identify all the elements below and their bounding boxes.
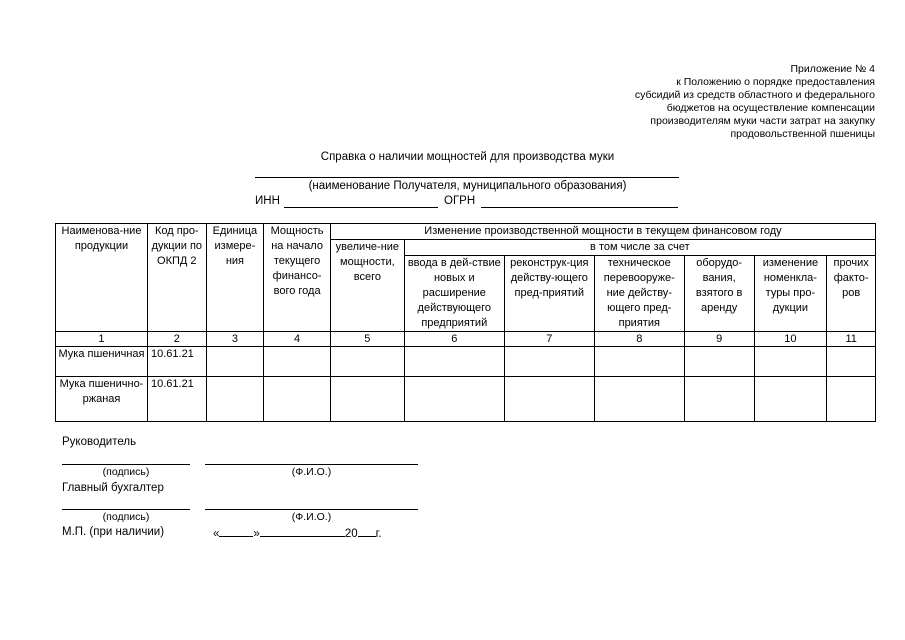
column-number: 10 xyxy=(754,332,827,347)
date-year-prefix: 20 xyxy=(344,528,358,540)
date-year-suffix: г. xyxy=(375,528,382,540)
column-number-row xyxy=(56,332,876,347)
row-reequipment-cell[interactable] xyxy=(594,377,684,422)
appendix-line: к Положению о порядке предоставления xyxy=(676,76,875,88)
header-nomenclature-change: изменение номенкла-туры про-дукции xyxy=(754,256,827,332)
row-increase-total-cell[interactable] xyxy=(330,377,404,422)
stamp-label: М.П. (при наличии) xyxy=(62,526,165,538)
row-product-name: Мука пшеничная xyxy=(56,347,148,377)
row-unit-cell[interactable] xyxy=(206,347,264,377)
row-nomenclature-change-cell[interactable] xyxy=(754,377,827,422)
recipient-name-line xyxy=(255,177,679,178)
header-row xyxy=(56,224,876,240)
date-open-quote: « xyxy=(213,528,220,540)
row-nomenclature-change-cell[interactable] xyxy=(754,347,827,377)
column-number: 3 xyxy=(206,332,264,347)
row-reconstruction-cell[interactable] xyxy=(504,377,594,422)
row-product-name: Мука пшенично-ржаная xyxy=(56,377,148,422)
capacity-table xyxy=(55,223,876,422)
date-year-blank[interactable] xyxy=(358,525,376,537)
header-reequipment: техническое перевооруже-ние действу-ющего пред-приятия xyxy=(594,256,684,332)
header-equipment-lease: оборудо-вания, взятого в аренду xyxy=(684,256,754,332)
row-equipment-lease-cell[interactable] xyxy=(684,377,754,422)
header-new-enterprises: ввода в дей-ствие новых и расширение действующего предприятий xyxy=(404,256,504,332)
column-number: 6 xyxy=(404,332,504,347)
row-okpd-code: 10.61.21 xyxy=(147,377,206,422)
column-number: 9 xyxy=(684,332,754,347)
head-label: Руководитель xyxy=(62,436,137,448)
appendix-line: бюджетов на осуществление компенсации xyxy=(666,102,875,114)
head-signature-line xyxy=(62,464,190,465)
header-change-group: Изменение производственной мощности в текущем финансовом году xyxy=(330,224,875,240)
appendix-line: субсидий из средств областного и федерального xyxy=(634,89,875,101)
header-okpd: Код про-дукции по ОКПД 2 xyxy=(147,224,206,332)
document-title: Справка о наличии мощностей для производства муки xyxy=(320,151,615,163)
header-increase-total: увеличе-ние мощности, всего xyxy=(330,240,404,332)
column-number: 8 xyxy=(594,332,684,347)
date-day-blank[interactable] xyxy=(219,525,253,537)
head-fio-caption: (Ф.И.О.) xyxy=(291,466,332,478)
row-new-enterprises-cell[interactable] xyxy=(404,347,504,377)
ogrn-label: ОГРН xyxy=(444,195,476,207)
inn-blank-line xyxy=(284,207,438,208)
accountant-fio-line xyxy=(205,509,418,510)
row-increase-total-cell[interactable] xyxy=(330,347,404,377)
column-number: 2 xyxy=(147,332,206,347)
row-capacity-start-cell[interactable] xyxy=(264,347,331,377)
row-equipment-lease-cell[interactable] xyxy=(684,347,754,377)
header-other-factors: прочих факто-ров xyxy=(827,256,876,332)
ogrn-blank-line xyxy=(481,207,678,208)
accountant-fio-caption: (Ф.И.О.) xyxy=(291,511,332,523)
recipient-caption: (наименование Получателя, муниципального образования) xyxy=(308,180,627,192)
accountant-signature-caption: (подпись) xyxy=(102,511,150,523)
accountant-signature-line xyxy=(62,509,190,510)
date-close-quote: » xyxy=(253,528,260,540)
date-field xyxy=(213,525,382,541)
appendix-line: производителям муки части затрат на закупку xyxy=(650,115,875,127)
appendix-line: продовольственной пшеницы xyxy=(730,128,875,140)
row-unit-cell[interactable] xyxy=(206,377,264,422)
appendix-line: Приложение № 4 xyxy=(790,63,875,75)
inn-label: ИНН xyxy=(255,195,280,207)
date-month-blank[interactable] xyxy=(260,525,345,537)
table-row xyxy=(56,347,876,377)
row-new-enterprises-cell[interactable] xyxy=(404,377,504,422)
column-number: 5 xyxy=(330,332,404,347)
row-other-factors-cell[interactable] xyxy=(827,347,876,377)
row-other-factors-cell[interactable] xyxy=(827,377,876,422)
header-including: в том числе за счет xyxy=(404,240,875,256)
row-reconstruction-cell[interactable] xyxy=(504,347,594,377)
accountant-label: Главный бухгалтер xyxy=(62,482,164,494)
header-unit: Единица измере-ния xyxy=(206,224,264,332)
column-number: 11 xyxy=(827,332,876,347)
row-capacity-start-cell[interactable] xyxy=(264,377,331,422)
header-reconstruction: реконструк-ция действу-ющего пред-приятий xyxy=(504,256,594,332)
table-row xyxy=(56,377,876,422)
head-fio-line xyxy=(205,464,418,465)
head-signature-caption: (подпись) xyxy=(102,466,150,478)
header-product: Наименова-ние продукции xyxy=(56,224,148,332)
row-reequipment-cell[interactable] xyxy=(594,347,684,377)
column-number: 7 xyxy=(504,332,594,347)
header-capacity-start: Мощность на начало текущего финансо-вого года xyxy=(264,224,331,332)
row-okpd-code: 10.61.21 xyxy=(147,347,206,377)
appendix-header xyxy=(545,63,875,141)
column-number: 4 xyxy=(264,332,331,347)
column-number: 1 xyxy=(56,332,148,347)
